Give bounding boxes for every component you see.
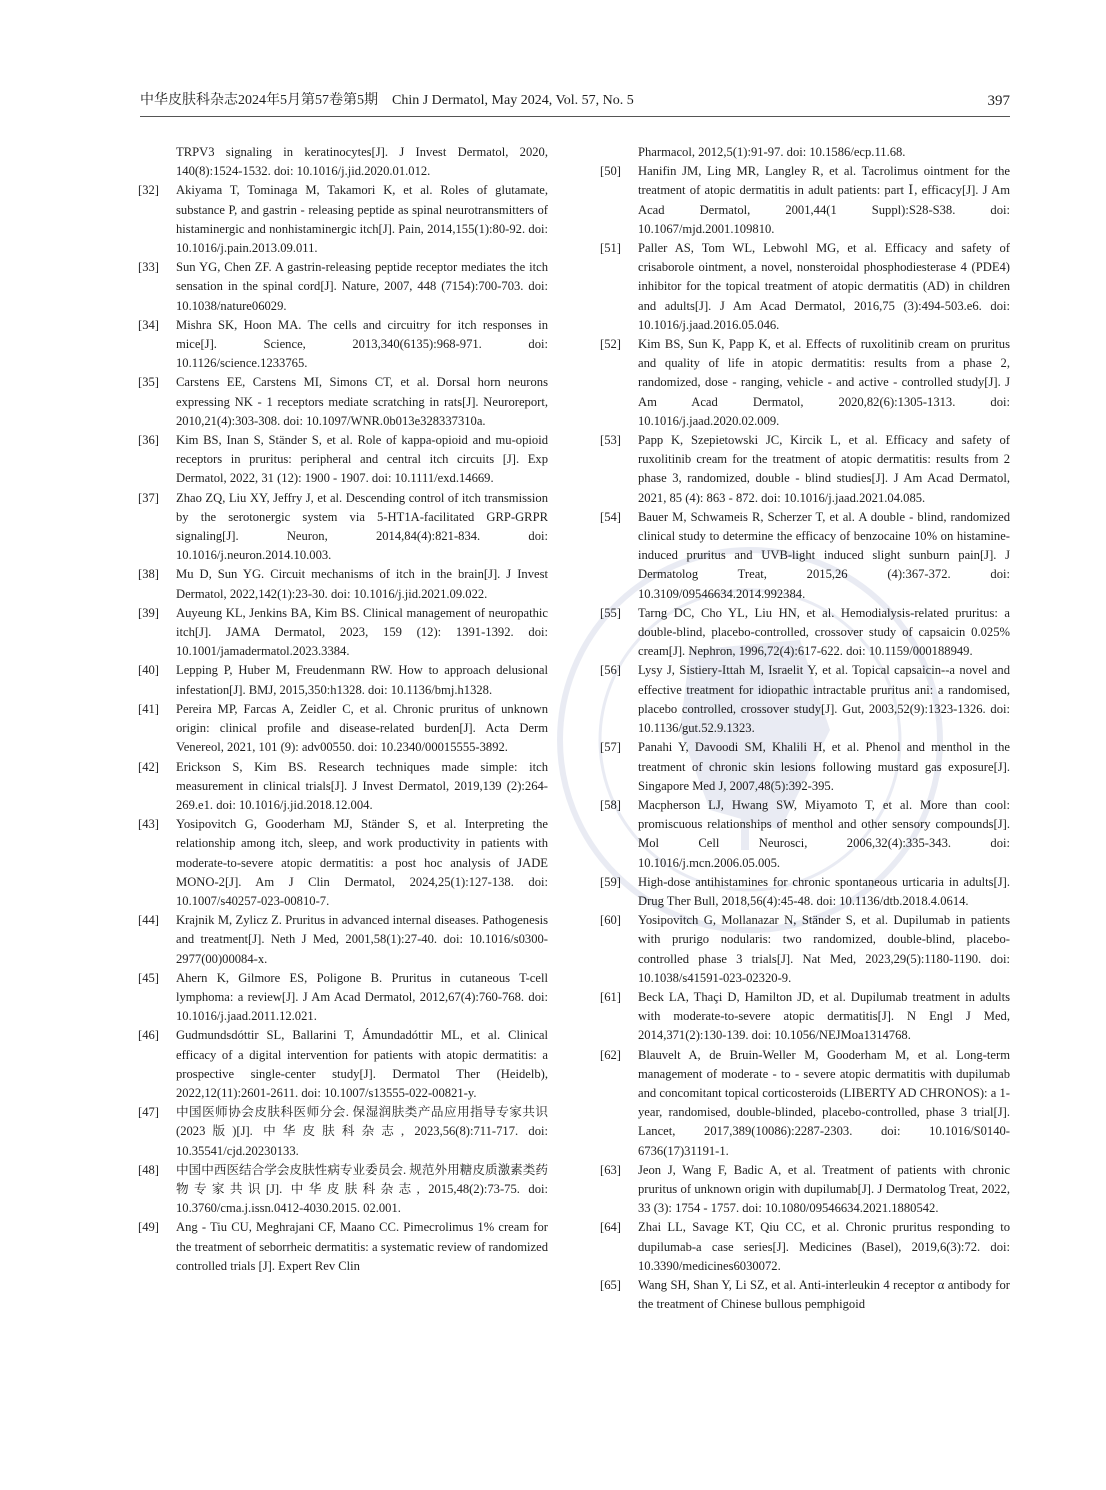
reference-number: [56]	[600, 663, 621, 678]
reference-number: [49]	[138, 1220, 159, 1235]
reference-item	[138, 373, 548, 431]
reference-number: [55]	[600, 605, 621, 620]
reference-item	[138, 815, 548, 911]
reference-text: Wang SH, Shan Y, Li SZ, et al. Anti-interleukin 4 receptor α antibody for the treatment of Chinese bullous pemphigoid	[638, 1277, 1010, 1312]
reference-text: Jeon J, Wang F, Badic A, et al. Treatment of patients with chronic pruritus of unknown origin with dupilumab[J]. J Dermatolog Treat, 2022, 33 (3): 1754 - 1757. doi: 10.1080/09546634.2021.1880542.	[638, 1162, 1010, 1216]
reference-number: [52]	[600, 337, 621, 352]
reference-text: TRPV3 signaling in keratinocytes[J]. J Invest Dermatol, 2020, 140(8):1524-1532. doi: 10.1016/j.jid.2020.01.012.	[176, 145, 548, 179]
reference-item	[600, 335, 1010, 431]
reference-text: Sun YG, Chen ZF. A gastrin-releasing peptide receptor mediates the itch sensation in the spinal cord[J]. Nature, 2007, 448 (7154):700-703. doi: 10.1038/nature06029.	[176, 260, 548, 313]
reference-item	[138, 565, 548, 603]
reference-text: Zhao ZQ, Liu XY, Jeffry J, et al. Descending control of itch transmission by the serotonergic system via 5-HT1A-facilitated GRP-GRPR signaling[J]. Neuron, 2014,84(4):821-834. doi: 10.1016/j.neuron.2014.10.003.	[176, 490, 548, 563]
reference-item	[600, 1218, 1010, 1276]
reference-number: [42]	[138, 759, 159, 774]
reference-item	[600, 988, 1010, 1046]
reference-item	[600, 1046, 1010, 1161]
reference-item	[600, 162, 1010, 239]
reference-number: [44]	[138, 913, 159, 928]
reference-item	[138, 911, 548, 969]
reference-column-right	[600, 143, 1010, 1314]
reference-item	[138, 316, 548, 374]
reference-text: Carstens EE, Carstens MI, Simons CT, et al. Dorsal horn neurons expressing NK - 1 receptors mediate scratching in rats[J]. Neuroreport, 2010,21(4):303-308. doi: 10.1097/WNR.0b013e328337310a.	[176, 375, 548, 428]
reference-text: Mu D, Sun YG. Circuit mechanisms of itch in the brain[J]. J Invest Dermatol, 2022,142(1):23-30. doi: 10.1016/j.jid.2021.09.022.	[176, 567, 548, 601]
reference-text: Yosipovitch G, Gooderham MJ, Ständer S, et al. Interpreting the relationship among itch, sleep, and work productivity in patients with moderate-to-severe atopic dermatitis: a post hoc analysis of JADE MONO-2[J]. Am J Clin Dermatol, 2024,25(1):127-138. doi: 10.1007/s40257-023-00810-7.	[176, 817, 548, 908]
reference-text: Erickson S, Kim BS. Research techniques made simple: itch measurement in clinical trials[J]. J Invest Dermatol, 2019,139 (2):264-269.e1. doi: 10.1016/j.jid.2018.12.004.	[176, 759, 548, 812]
reference-text: Kim BS, Sun K, Papp K, et al. Effects of ruxolitinib cream on pruritus and quality of life in atopic dermatitis: results from a phase 2, randomized, dose - ranging, vehicle - and active - controlled study[J]. J Am Acad Dermatol, 2020,82(6):1305-1313. doi: 10.1016/j.jaad.2020.02.009.	[638, 337, 1010, 428]
reference-item	[138, 661, 548, 699]
reference-number: [62]	[600, 1047, 621, 1062]
reference-text: Panahi Y, Davoodi SM, Khalili H, et al. Phenol and menthol in the treatment of chronic skin lesions following mustard gas exposure[J]. Singapore Med J, 2007,48(5):392-395.	[638, 740, 1010, 793]
reference-item	[600, 738, 1010, 796]
reference-item	[138, 489, 548, 566]
reference-text: Kim BS, Inan S, Ständer S, et al. Role of kappa-opioid and mu-opioid receptors in pruritus: peripheral and central itch circuits [J]. Exp Dermatol, 2022, 31 (12): 1900 - 1907. doi: 10.1111/exd.14669.	[176, 433, 548, 486]
reference-item	[138, 143, 548, 181]
reference-text: Tarng DC, Cho YL, Liu HN, et al. Hemodialysis-related pruritus: a double-blind, placebo-controlled, crossover study of capsaicin 0.025% cream[J]. Nephron, 1996,72(4):617-622. doi: 10.1159/000188949.	[638, 605, 1010, 659]
reference-number: [65]	[600, 1277, 621, 1292]
reference-text: Macpherson LJ, Hwang SW, Miyamoto T, et al. More than cool: promiscuous relationships of menthol and other sensory compounds[J]. Mol Cell Neurosci, 2006,32(4):335-343. doi: 10.1016/j.mcn.2006.05.005.	[638, 797, 1010, 870]
running-header	[140, 91, 1010, 113]
reference-text: Zhai LL, Savage KT, Qiu CC, et al. Chronic pruritus responding to dupilumab-a case series[J]. Medicines (Basel), 2019,6(3):72. doi: 10.3390/medicines6030072.	[638, 1220, 1010, 1273]
reference-text: Lysy J, Sistiery-Ittah M, Israelit Y, et al. Topical capsaicin--a novel and effective treatment for idiopathic intractable pruritus ani: a randomised, placebo controlled, crossover study[J]. Gut, 2003,52(9):1323-1326. doi: 10.1136/gut.52.9.1323.	[638, 663, 1010, 736]
page-number: 397	[987, 93, 1010, 109]
reference-number: [53]	[600, 433, 621, 448]
reference-number: [34]	[138, 317, 159, 332]
reference-item	[600, 143, 1010, 162]
reference-text: Blauvelt A, de Bruin-Weller M, Gooderham M, et al. Long-term management of moderate - to - severe atopic dermatitis with dupilumab and concomitant topical corticosteroids (LIBERTY AD CHRONOS): a 1-year, randomised, double-blinded, placebo-controlled, phase 3 trial[J]. Lancet, 2017,389(10086):2287-2303. doi: 10.1016/S0140-6736(17)31191-1.	[638, 1047, 1010, 1158]
reference-text: Mishra SK, Hoon MA. The cells and circuitry for itch responses in mice[J]. Science, 2013,340(6135):968-971. doi: 10.1126/science.1233765.	[176, 317, 548, 371]
reference-number: [45]	[138, 970, 159, 985]
reference-number: [61]	[600, 989, 621, 1004]
reference-item	[138, 258, 548, 316]
reference-item	[138, 1218, 548, 1276]
reference-text: Paller AS, Tom WL, Lebwohl MG, et al. Efficacy and safety of crisaborole ointment, a novel, nonsteroidal phosphodiesterase 4 (PDE4) inhibitor for the topical treatment of atopic dermatitis (AD) in children and adults[J]. J Am Acad Dermatol, 2016,75 (3):494-503.e6. doi: 10.1016/j.jaad.2016.05.046.	[638, 241, 1010, 332]
journal-citation: 中华皮肤科杂志2024年5月第57卷第5期 Chin J Dermatol, May 2024, Vol. 57, No. 5	[140, 93, 634, 108]
reference-item	[600, 239, 1010, 335]
reference-item	[138, 1026, 548, 1103]
reference-text: 中国中西医结合学会皮肤性病专业委员会. 规范外用糖皮质激素类药物专家共识[J]. 中华皮肤科杂志, 2015,48(2):73-75. doi: 10.3760/cma.j.issn.0412-4030.2015. 02.001.	[176, 1162, 548, 1216]
reference-text: Krajnik M, Zylicz Z. Pruritus in advanced internal diseases. Pathogenesis and treatment[J]. Neth J Med, 2001,58(1):27-40. doi: 10.1016/s0300-2977(00)00084-x.	[176, 913, 548, 966]
reference-number: [47]	[138, 1105, 159, 1120]
reference-number: [33]	[138, 260, 159, 275]
reference-text: Pharmacol, 2012,5(1):91-97. doi: 10.1586/ecp.11.68.	[638, 145, 906, 159]
reference-item	[600, 911, 1010, 988]
reference-item	[600, 1276, 1010, 1314]
reference-number: [35]	[138, 375, 159, 390]
reference-number: [41]	[138, 701, 159, 716]
reference-number: [32]	[138, 183, 159, 198]
reference-item	[600, 1161, 1010, 1219]
reference-text: Auyeung KL, Jenkins BA, Kim BS. Clinical management of neuropathic itch[J]. JAMA Dermatol, 2023, 159 (12): 1391-1392. doi: 10.1001/jamadermatol.2023.3384.	[176, 605, 548, 659]
reference-item	[138, 758, 548, 816]
reference-number: [59]	[600, 874, 621, 889]
reference-number: [43]	[138, 817, 159, 832]
reference-number: [64]	[600, 1220, 621, 1235]
reference-item	[138, 431, 548, 489]
reference-text: 中国医师协会皮肤科医师分会. 保湿润肤类产品应用指导专家共识(2023版)[J]. 中华皮肤科杂志, 2023,56(8):711-717. doi: 10.35541/cjd.20230133.	[176, 1105, 548, 1158]
reference-text: Gudmundsdóttir SL, Ballarini T, Ámundadóttir ML, et al. Clinical efficacy of a digital intervention for patients with atopic dermatitis: a prospective single-center study[J]. Dermatol Ther (Heidelb), 2022,12(11):2601-2611. doi: 10.1007/s13555-022-00821-y.	[176, 1028, 548, 1100]
reference-item	[600, 796, 1010, 873]
reference-number: [38]	[138, 567, 159, 582]
reference-item	[138, 700, 548, 758]
reference-text: Bauer M, Schwameis R, Scherzer T, et al. A double - blind, randomized clinical study to determine the efficacy of benzocaine 10% on histamine-induced pruritus and UVB-light induced slight sunburn pain[J]. J Dermatolog Treat, 2015,26 (4):367-372. doi: 10.3109/09546634.2014.992384.	[638, 509, 1010, 601]
reference-item	[138, 1161, 548, 1219]
reference-number: [46]	[138, 1028, 159, 1043]
reference-text: Hanifin JM, Ling MR, Langley R, et al. Tacrolimus ointment for the treatment of atopic dermatitis in adult patients: part Ⅰ, efficacy[J]. J Am Acad Dermatol, 2001,44(1 Suppl):S28-S38. doi: 10.1067/mjd.2001.109810.	[638, 164, 1010, 236]
reference-text: Beck LA, Thaçi D, Hamilton JD, et al. Dupilumab treatment in adults with moderate-to-severe atopic dermatitis[J]. N Engl J Med, 2014,371(2):130-139. doi: 10.1056/NEJMoa1314768.	[638, 989, 1010, 1043]
reference-text: Papp K, Szepietowski JC, Kircik L, et al. Efficacy and safety of ruxolitinib cream for the treatment of atopic dermatitis: results from 2 phase 3, randomized, double - blind studies[J]. J Am Acad Dermatol, 2021, 85 (4): 863 - 872. doi: 10.1016/j.jaad.2021.04.085.	[638, 433, 1010, 505]
reference-number: [54]	[600, 509, 621, 524]
header-rule	[140, 116, 1010, 117]
reference-number: [51]	[600, 241, 621, 256]
reference-number: [63]	[600, 1162, 621, 1177]
reference-item	[138, 181, 548, 258]
reference-item	[138, 969, 548, 1027]
reference-number: [36]	[138, 433, 159, 448]
reference-text: Pereira MP, Farcas A, Zeidler C, et al. Chronic pruritus of unknown origin: clinical profile and disease-related burden[J]. Acta Derm Venereol, 2021, 101 (9): adv00550. doi: 10.2340/00015555-3892.	[176, 701, 548, 755]
reference-number: [58]	[600, 797, 621, 812]
reference-text: Akiyama T, Tominaga M, Takamori K, et al. Roles of glutamate, substance P, and gastrin - releasing peptide as spinal neurotransmitters of histaminergic and nonhistaminergic itch[J]. Pain, 2014,155(1):80-92. doi: 10.1016/j.pain.2013.09.011.	[176, 183, 548, 256]
reference-item	[138, 1103, 548, 1161]
reference-item	[600, 431, 1010, 508]
reference-text: Yosipovitch G, Mollanazar N, Ständer S, et al. Dupilumab in patients with prurigo nodularis: two randomized, double-blind, placebo-controlled phase 3 trials[J]. Nat Med, 2023,29(5):1180-1190. doi: 10.1038/s41591-023-02320-9.	[638, 913, 1010, 985]
reference-number: [40]	[138, 663, 159, 678]
reference-item	[600, 873, 1010, 911]
reference-number: [48]	[138, 1162, 159, 1177]
reference-text: Lepping P, Huber M, Freudenmann RW. How to approach delusional infestation[J]. BMJ, 2015,350:h1328. doi: 10.1136/bmj.h1328.	[176, 663, 548, 697]
reference-column-left	[138, 143, 548, 1276]
reference-item	[600, 604, 1010, 662]
reference-text: High-dose antihistamines for chronic spontaneous urticaria in adults[J]. Drug Ther Bull, 2018,56(4):45-48. doi: 10.1136/dtb.2018.4.0614.	[638, 874, 1010, 908]
reference-number: [57]	[600, 740, 621, 755]
reference-text: Ang - Tiu CU, Meghrajani CF, Maano CC. Pimecrolimus 1% cream for the treatment of seborrheic dermatitis: a systematic review of randomized controlled trials [J]. Expert Rev Clin	[176, 1220, 548, 1273]
reference-number: [37]	[138, 490, 159, 505]
reference-number: [50]	[600, 164, 621, 179]
reference-item	[600, 661, 1010, 738]
reference-item	[138, 604, 548, 662]
reference-number: [39]	[138, 605, 159, 620]
reference-item	[600, 508, 1010, 604]
reference-text: Ahern K, Gilmore ES, Poligone B. Pruritus in cutaneous T-cell lymphoma: a review[J]. J Am Acad Dermatol, 2012,67(4):760-768. doi: 10.1016/j.jaad.2011.12.021.	[176, 970, 548, 1024]
reference-number: [60]	[600, 913, 621, 928]
